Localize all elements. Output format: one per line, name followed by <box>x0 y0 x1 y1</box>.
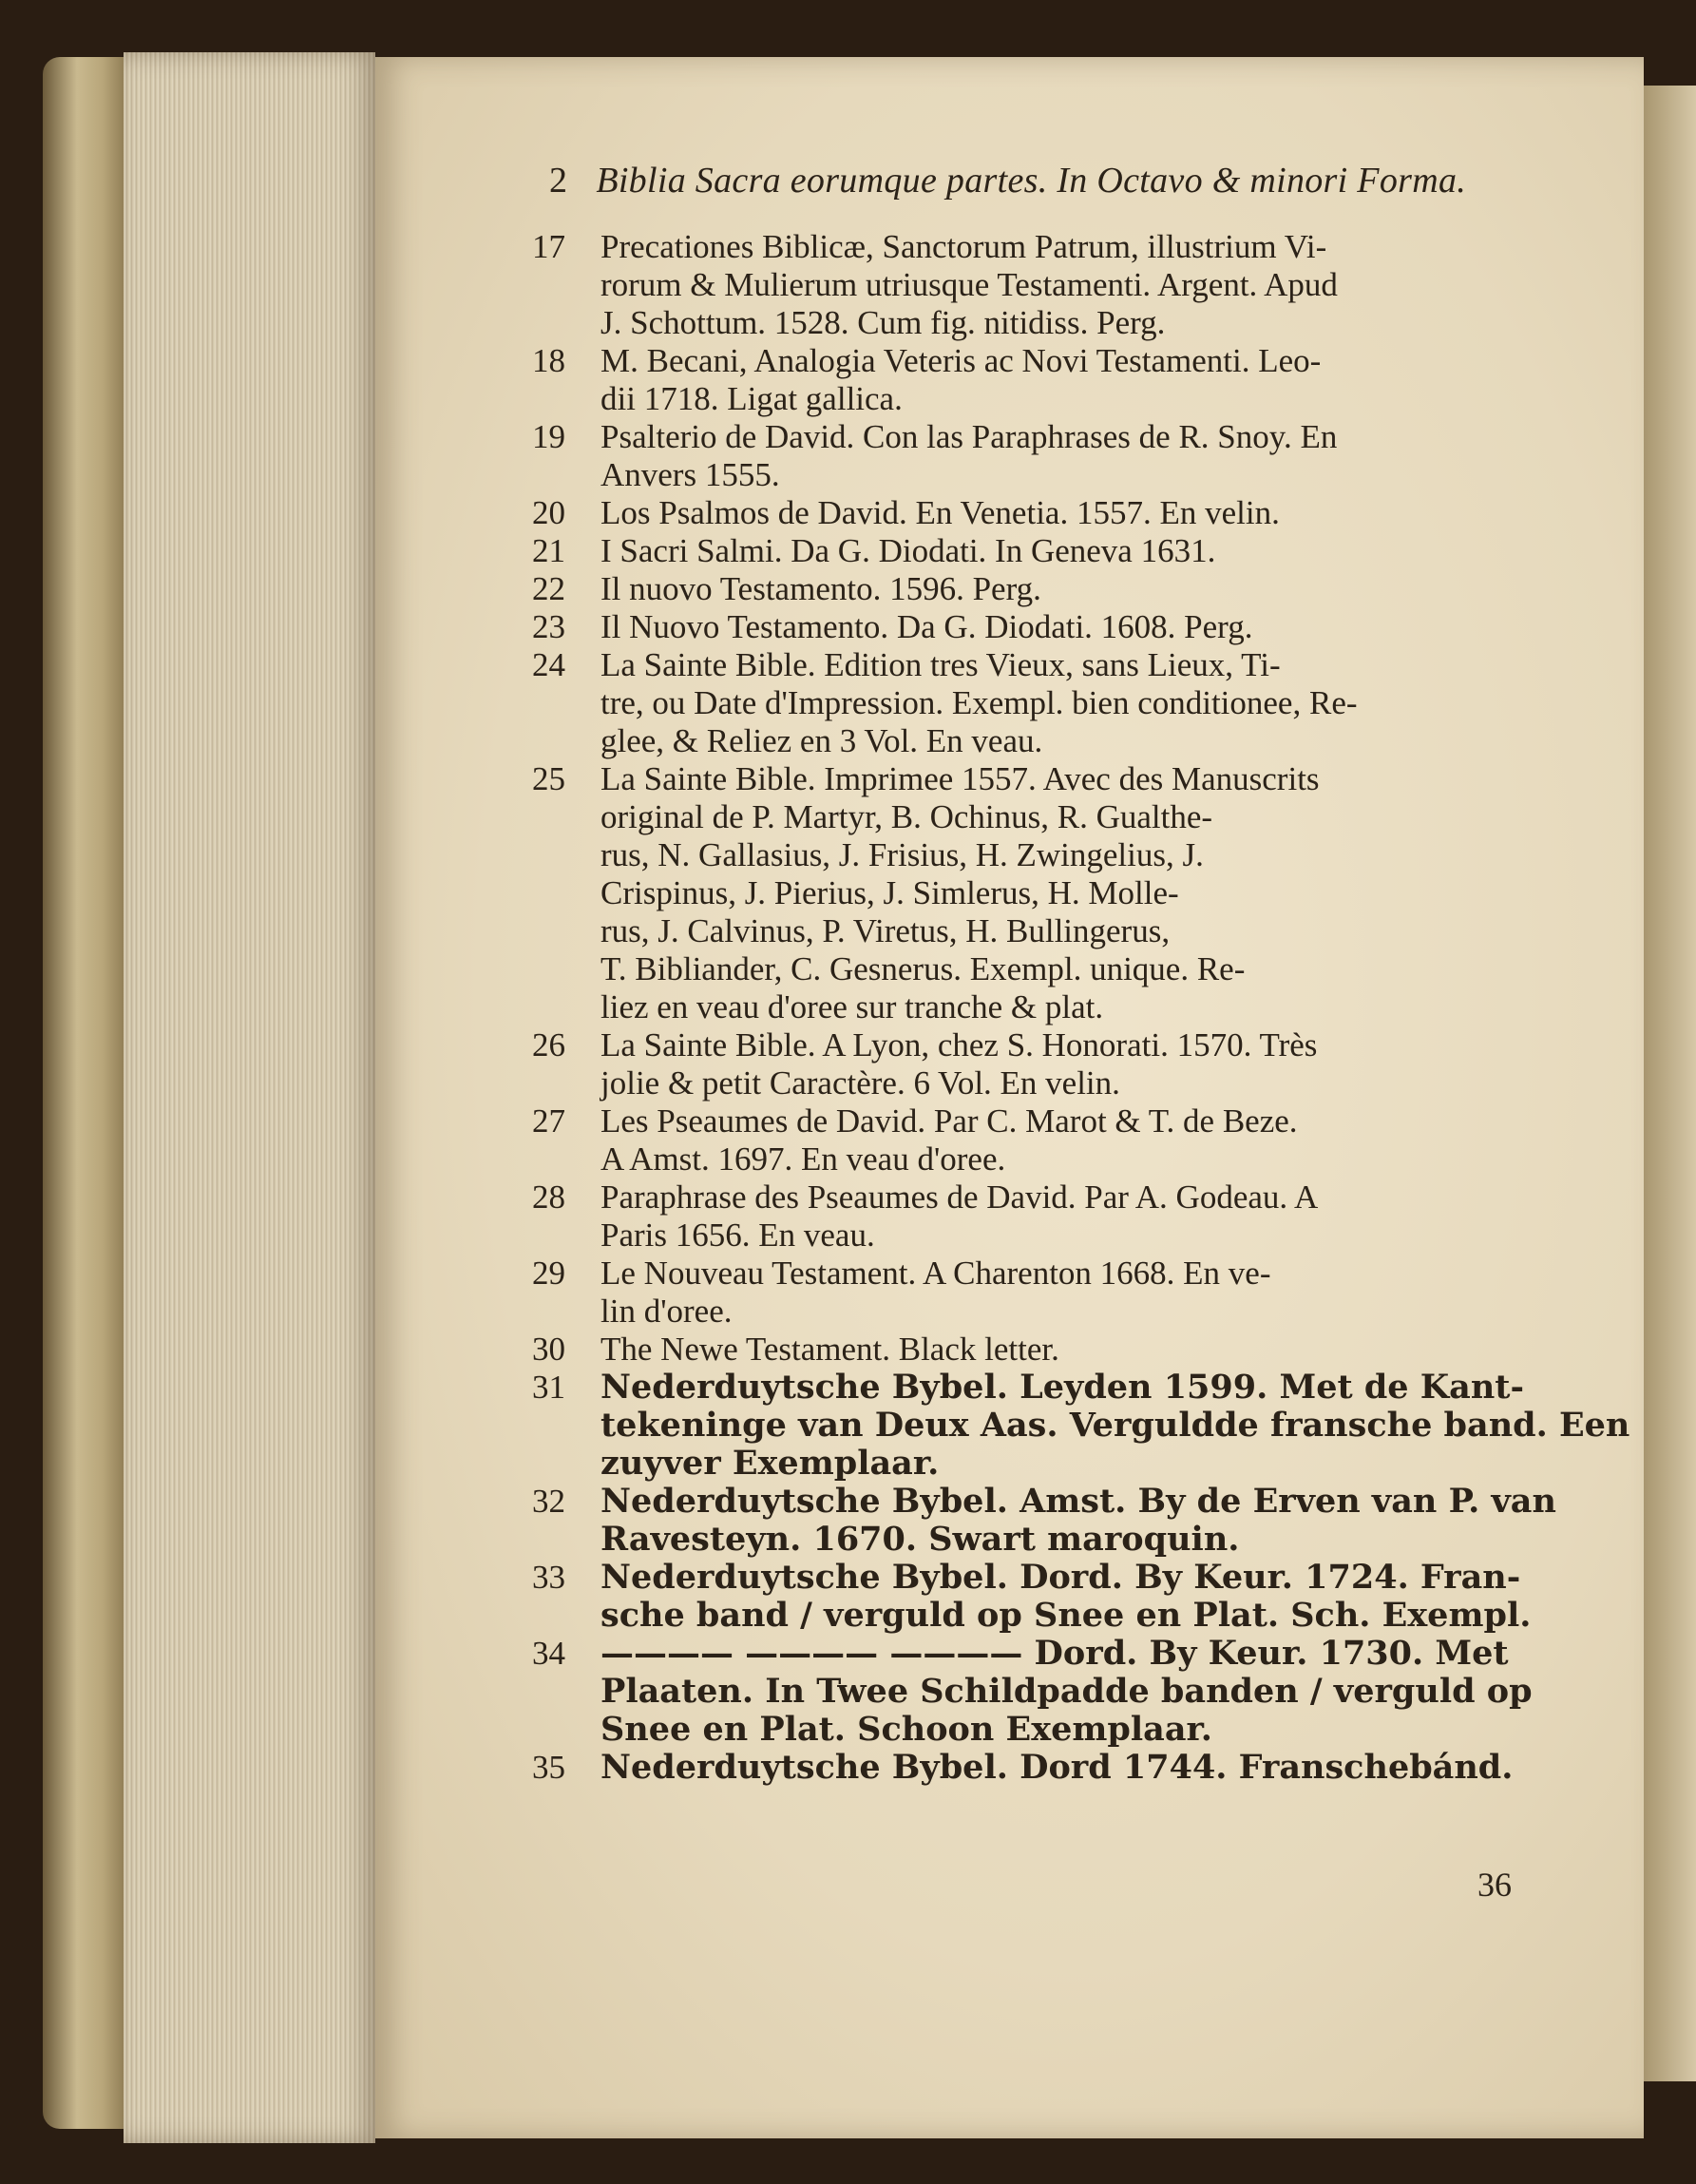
entry-line: Plaaten. In Twee Schildpadde banden / verguld op <box>600 1672 1533 1711</box>
entry-line: sche band / verguld op Snee en Plat. Sch. Exempl. <box>600 1596 1532 1635</box>
entry-number: 21 <box>532 532 565 569</box>
entry-number: 17 <box>532 228 565 265</box>
entry-number: 30 <box>532 1331 565 1368</box>
entry-line: Ravesteyn. 1670. Swart maroquin. <box>600 1520 1240 1559</box>
catalogue-entry <box>532 1482 1556 1559</box>
entry-line: Paris 1656. En veau. <box>600 1217 875 1254</box>
entry-line: tre, ou Date d'Impression. Exempl. bien conditionee, Re- <box>600 684 1358 721</box>
entry-line: rus, N. Gallasius, J. Frisius, H. Zwingelius, J. <box>600 836 1204 873</box>
catalogue-entry <box>532 228 1520 342</box>
entry-line: Nederduytsche Bybel. Dord. By Keur. 1724. Fran- <box>600 1558 1521 1597</box>
catalogue-entry <box>532 418 1520 494</box>
entry-line: Anvers 1555. <box>600 456 780 493</box>
catalogue-entry <box>532 494 1520 532</box>
entry-line: La Sainte Bible. A Lyon, chez S. Honorati. 1570. Très <box>600 1026 1318 1063</box>
catchword: 36 <box>1477 1866 1512 1904</box>
entry-line: A Amst. 1697. En veau d'oree. <box>600 1140 1006 1178</box>
entry-number: 32 <box>532 1483 565 1520</box>
entry-line: rorum & Mulierum utriusque Testamenti. Argent. Apud <box>600 266 1338 303</box>
entry-line: Le Nouveau Testament. A Charenton 1668. En ve- <box>600 1255 1271 1292</box>
entry-line: dii 1718. Ligat gallica. <box>600 380 903 417</box>
entry-line: zuyver Exemplaar. <box>600 1444 940 1483</box>
catalogue-entry <box>532 646 1520 760</box>
entry-number: 28 <box>532 1178 565 1216</box>
book-spine <box>43 57 128 2129</box>
catalogue-entry <box>532 532 1520 570</box>
section-title: Biblia Sacra eorumque partes. In Octavo & minori Forma. <box>596 161 1467 201</box>
entry-number: 26 <box>532 1026 565 1063</box>
entry-line: Paraphrase des Pseaumes de David. Par A. Godeau. A <box>600 1178 1319 1216</box>
entry-line: J. Schottum. 1528. Cum fig. nitidiss. Perg. <box>600 304 1166 341</box>
catalogue-entry <box>532 1331 1520 1369</box>
catalogue-entry <box>532 1749 1520 1787</box>
entry-line: Il nuovo Testamento. 1596. Perg. <box>600 570 1041 607</box>
page-header <box>549 160 1466 201</box>
entry-number: 35 <box>532 1749 565 1786</box>
entry-line: jolie & petit Caractère. 6 Vol. En velin. <box>600 1064 1120 1102</box>
entry-number: 29 <box>532 1255 565 1292</box>
entry-line: Precationes Biblicæ, Sanctorum Patrum, illustrium Vi- <box>600 228 1327 265</box>
entry-line: T. Bibliander, C. Gesnerus. Exempl. unique. Re- <box>600 950 1246 987</box>
entry-line: rus, J. Calvinus, P. Viretus, H. Bullingerus, <box>600 912 1171 949</box>
entry-line: Les Pseaumes de David. Par C. Marot & T. de Beze. <box>600 1102 1298 1140</box>
catalogue-entry <box>532 760 1520 1026</box>
entry-number: 19 <box>532 418 565 455</box>
catalogue-entry <box>532 608 1520 646</box>
entry-number: 27 <box>532 1102 565 1140</box>
entry-line: The Newe Testament. Black letter. <box>600 1331 1059 1368</box>
catalogue-entry <box>532 342 1520 418</box>
entry-line: lin d'oree. <box>600 1293 733 1330</box>
entry-line: I Sacri Salmi. Da G. Diodati. In Geneva 1631. <box>600 532 1216 569</box>
catalogue-entry <box>532 1368 1630 1483</box>
catalogue-entry <box>532 1026 1520 1102</box>
entry-line: glee, & Reliez en 3 Vol. En veau. <box>600 722 1043 759</box>
entry-line: Crispinus, J. Pierius, J. Simlerus, H. Molle- <box>600 874 1179 911</box>
entry-line: Nederduytsche Bybel. Leyden 1599. Met de Kant- <box>600 1368 1525 1407</box>
entry-number: 34 <box>532 1635 565 1672</box>
entry-line: La Sainte Bible. Imprimee 1557. Avec des Manuscrits <box>600 760 1320 797</box>
entry-line: original de P. Martyr, B. Ochinus, R. Gualthe- <box>600 798 1213 835</box>
entry-line: ———— ———— ———— Dord. By Keur. 1730. Met <box>600 1634 1509 1673</box>
catalogue-entry <box>532 1255 1520 1331</box>
entry-line: M. Becani, Analogia Veteris ac Novi Testamenti. Leo- <box>600 342 1322 379</box>
entry-line: Il Nuovo Testamento. Da G. Diodati. 1608. Perg. <box>600 608 1253 645</box>
catalogue-entry <box>532 1178 1520 1255</box>
catalogue-entry <box>532 1634 1533 1749</box>
entry-line: Snee en Plat. Schoon Exemplaar. <box>600 1710 1212 1749</box>
entry-line: Psalterio de David. Con las Paraphrases de R. Snoy. En <box>600 418 1338 455</box>
entry-number: 25 <box>532 760 565 797</box>
catalogue-entry <box>532 1102 1520 1178</box>
entry-line: Nederduytsche Bybel. Dord 1744. Franschebánd. <box>600 1748 1514 1787</box>
entry-number: 22 <box>532 570 565 607</box>
entry-line: La Sainte Bible. Edition tres Vieux, sans Lieux, Ti- <box>600 646 1281 683</box>
facing-page-edge <box>1644 86 1696 2081</box>
entry-number: 20 <box>532 494 565 531</box>
entry-number: 31 <box>532 1369 565 1406</box>
catalogue-entry <box>532 570 1520 608</box>
entry-number: 33 <box>532 1559 565 1596</box>
page-number: 2 <box>549 161 568 201</box>
entry-line: Nederduytsche Bybel. Amst. By de Erven van P. van <box>600 1482 1556 1521</box>
entry-line: tekeninge van Deux Aas. Verguldde fransche band. Een <box>600 1406 1630 1445</box>
entry-number: 18 <box>532 342 565 379</box>
entry-line: Los Psalmos de David. En Venetia. 1557. En velin. <box>600 494 1280 531</box>
entry-number: 23 <box>532 608 565 645</box>
page-edges <box>124 52 375 2143</box>
catalogue-entry <box>532 1558 1532 1635</box>
entry-line: liez en veau d'oree sur tranche & plat. <box>600 988 1104 1025</box>
entry-number: 24 <box>532 646 565 683</box>
entry-list <box>532 228 1630 1787</box>
